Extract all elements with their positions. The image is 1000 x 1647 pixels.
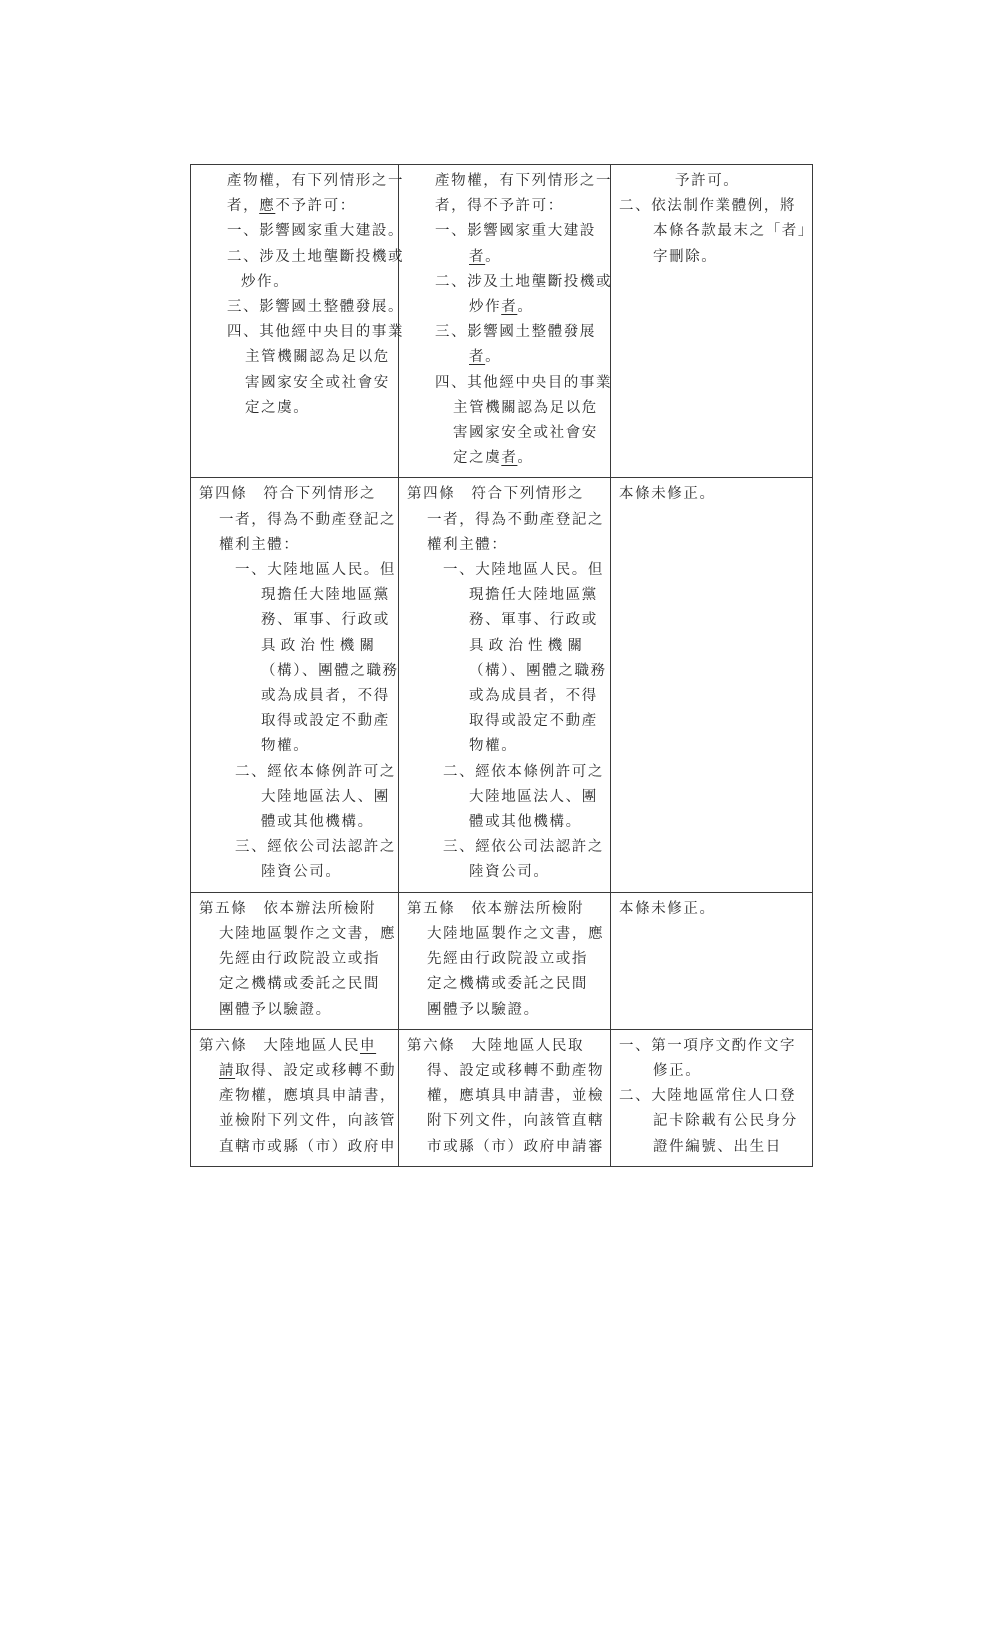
text-line: 四、其他經中央目的事業 [435, 374, 613, 391]
text-line: 請取得、設定或移轉不動 [219, 1062, 397, 1079]
text-line: 二、涉及土地壟斷投機或 [227, 248, 405, 265]
text-line: 三、經依公司法認許之 [235, 839, 396, 856]
text-line: 定之虞者。 [453, 450, 534, 467]
table-row [191, 478, 813, 892]
text-line: 一、第一項序文酌作文字 [619, 1037, 797, 1054]
amended-text-cell [191, 1029, 399, 1166]
text-line: 第四條 符合下列情形之 [199, 486, 377, 503]
text-line: 本條未修正。 [619, 900, 716, 917]
amended-text-cell [191, 165, 405, 478]
text-line: 先經由行政院設立或指 [427, 951, 588, 968]
text-line: 現擔任大陸地區黨 [469, 587, 598, 604]
text-line: 第六條 大陸地區人民取 [407, 1037, 585, 1054]
text-line: 定之虞。 [245, 399, 310, 416]
text-line: 先經由行政院設立或指 [219, 951, 380, 968]
text-line: 害國家安全或社會安 [453, 425, 598, 442]
text-line: 定之機構或委託之民間 [427, 976, 588, 993]
text-line: 第五條 依本辦法所檢附 [407, 900, 585, 917]
text-line: 產物權，應填具申請書， [219, 1088, 397, 1105]
current-text-cell [399, 1029, 611, 1166]
text-line: 直轄市或縣（市）政府申 [219, 1138, 397, 1155]
text-line: 並檢附下列文件，向該管 [219, 1113, 397, 1130]
text-line: 者，應不予許可： [227, 198, 356, 215]
text-line: 大陸地區製作之文書，應 [219, 925, 397, 942]
text-line: 具政治性機關 [469, 637, 588, 654]
current-text-cell [399, 892, 611, 1029]
text-line: 二、涉及土地壟斷投機或 [435, 273, 613, 290]
text-line: 三、影響國土整體發展 [435, 324, 596, 341]
current-text-cell [399, 478, 611, 892]
text-line: 一、大陸地區人民。但 [443, 562, 604, 579]
text-line: 產物權，有下列情形之一 [435, 173, 613, 189]
text-line: 務、軍事、行政或 [261, 612, 390, 629]
text-line: 一者，得為不動產登記之 [427, 511, 605, 528]
text-line: 陸資公司。 [469, 864, 550, 881]
text-line: 陸資公司。 [261, 864, 342, 881]
text-line: 第六條 大陸地區人民申 [199, 1037, 377, 1054]
text-line: 第五條 依本辦法所檢附 [199, 900, 377, 917]
text-line: 者，得不予許可： [435, 198, 564, 215]
text-line: 取得或設定不動產 [261, 713, 390, 730]
text-line: 者。 [469, 349, 502, 366]
text-line: 體或其他機構。 [469, 814, 582, 831]
text-line: 務、軍事、行政或 [469, 612, 598, 629]
text-line: 團體予以驗證。 [219, 1001, 332, 1018]
explanation-cell [611, 1029, 813, 1166]
text-line: 大陸地區法人、團 [469, 788, 598, 805]
text-line: 一、影響國家重大建設 [435, 223, 596, 240]
text-line: （構）、團體之職務 [469, 662, 607, 679]
amended-text-cell [191, 892, 399, 1029]
text-line: （構）、團體之職務 [261, 662, 399, 679]
text-line: 大陸地區製作之文書，應 [427, 925, 605, 942]
text-line: 物權。 [469, 738, 518, 755]
text-line: 附下列文件，向該管直轄 [427, 1113, 605, 1130]
text-line: 二、經依本條例許可之 [235, 763, 396, 780]
text-line: 本條各款最末之「者」 [653, 223, 814, 240]
text-line: 市或縣（市）政府申請審 [427, 1138, 605, 1155]
text-line: 主管機關認為足以危 [245, 349, 390, 366]
text-line: 權，應填具申請書，並檢 [427, 1088, 605, 1105]
text-line: 本條未修正。 [619, 486, 716, 503]
text-line: 二、經依本條例許可之 [443, 763, 604, 780]
text-line: 予許可。 [675, 173, 740, 189]
table-row [191, 1029, 813, 1166]
amended-text-cell [191, 478, 399, 892]
text-line: 炒作。 [241, 273, 290, 290]
text-line: 團體予以驗證。 [427, 1001, 540, 1018]
current-text-cell [399, 165, 611, 478]
text-line: 產物權，有下列情形之一 [227, 173, 405, 189]
text-line: 二、大陸地區常住人口登 [619, 1088, 797, 1105]
text-line: 一、大陸地區人民。但 [235, 562, 396, 579]
text-line: 一、影響國家重大建設。 [227, 223, 405, 240]
amendment-comparison-table [190, 164, 813, 1167]
text-line: 三、影響國土整體發展。 [227, 299, 405, 316]
text-line: 四、其他經中央目的事業 [227, 324, 405, 341]
text-line: 或為成員者，不得 [469, 688, 598, 705]
text-line: 證件編號、出生日 [653, 1138, 782, 1155]
text-line: 炒作者。 [469, 299, 534, 316]
text-line: 取得或設定不動產 [469, 713, 598, 730]
text-line: 大陸地區法人、團 [261, 788, 390, 805]
text-line: 權利主體： [427, 536, 508, 553]
text-line: 第四條 符合下列情形之 [407, 486, 585, 503]
text-line: 主管機關認為足以危 [453, 399, 598, 416]
explanation-cell [611, 892, 813, 1029]
text-line: 三、經依公司法認許之 [443, 839, 604, 856]
text-line: 修正。 [653, 1062, 702, 1079]
text-line: 者。 [469, 248, 502, 265]
text-line: 體或其他機構。 [261, 814, 374, 831]
text-line: 字刪除。 [653, 248, 718, 265]
text-line: 具政治性機關 [261, 637, 380, 654]
text-line: 物權。 [261, 738, 310, 755]
explanation-cell [611, 478, 813, 892]
text-line: 一者，得為不動產登記之 [219, 511, 397, 528]
text-line: 或為成員者，不得 [261, 688, 390, 705]
text-line: 害國家安全或社會安 [245, 374, 390, 391]
text-line: 得、設定或移轉不動產物 [427, 1062, 605, 1079]
text-line: 權利主體： [219, 536, 300, 553]
explanation-cell [611, 165, 813, 478]
table-row [191, 165, 813, 478]
text-line: 記卡除載有公民身分 [653, 1113, 798, 1130]
text-line: 定之機構或委託之民間 [219, 976, 380, 993]
table-row [191, 892, 813, 1029]
text-line: 二、依法制作業體例，將 [619, 198, 797, 215]
text-line: 現擔任大陸地區黨 [261, 587, 390, 604]
